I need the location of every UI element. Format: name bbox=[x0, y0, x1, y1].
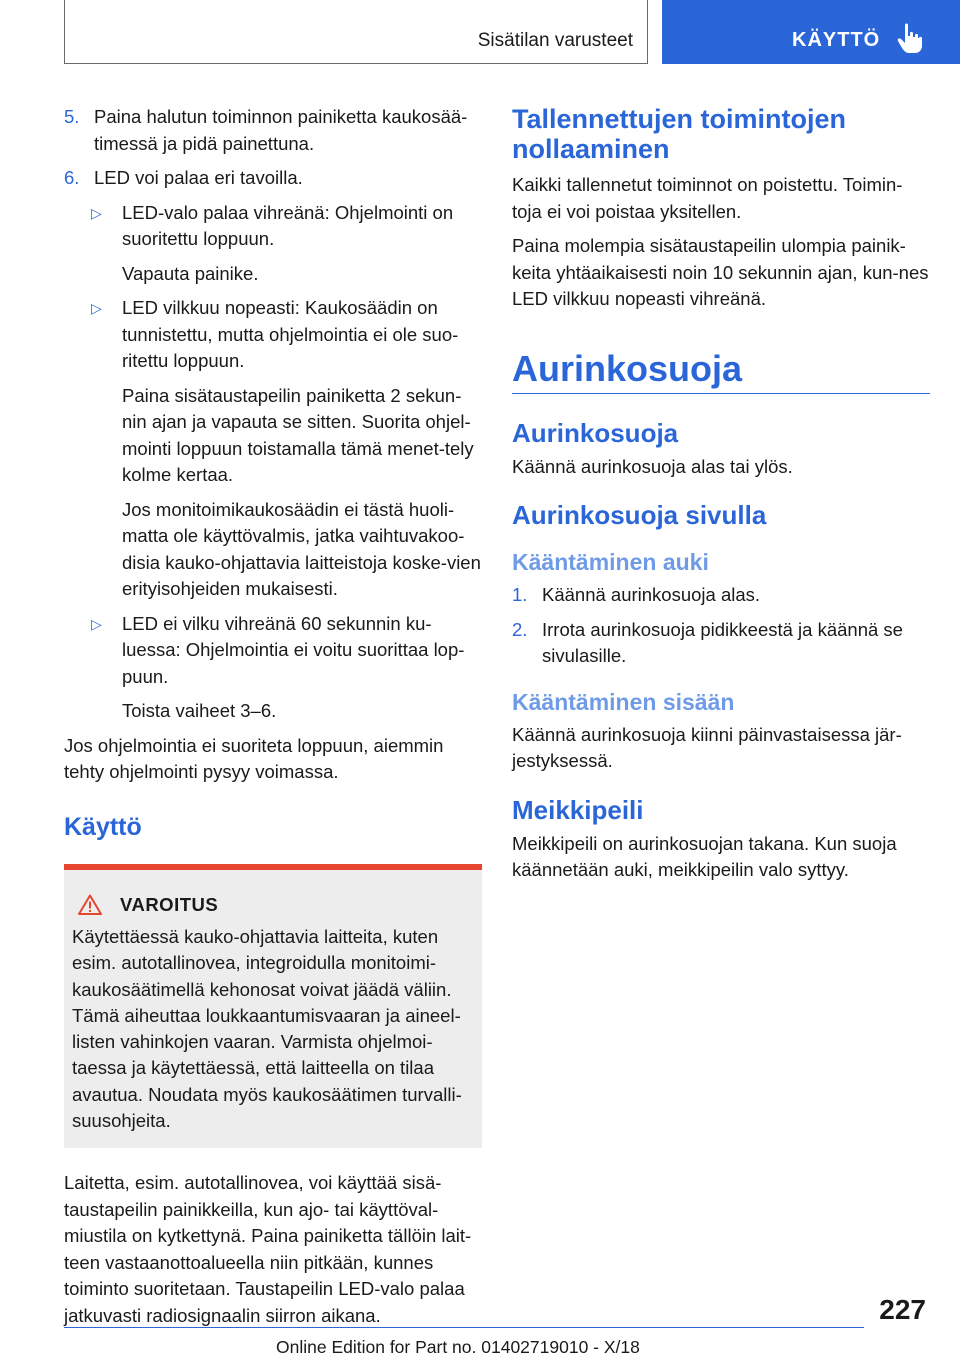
step-number: 2. bbox=[512, 618, 528, 640]
step-text: Käännä aurinkosuoja alas. bbox=[542, 584, 761, 605]
bullet-subparagraph: Jos monitoimikaukosäädin ei tästä huoli-matta ole käyttövalmis, jatka vaihtuvakoo-disia kauko-ohjattavia laitteistoja koske-vien erityisohjeiden mukaisesti. bbox=[122, 498, 481, 599]
step-number: 5. bbox=[64, 106, 80, 127]
right-column bbox=[512, 104, 930, 892]
bullet-subparagraph: Paina sisätaustapeilin painiketta 2 sekun-nin ajan ja vapauta se sitten. Suorita ohjel-mointi loppuun toistamalla tämä menet-tely kolme kertaa. bbox=[122, 384, 474, 485]
paragraph: Käännä aurinkosuoja alas tai ylös. bbox=[512, 455, 793, 477]
footer-edition: Online Edition for Part no. 01402719010 - X/18 bbox=[276, 1337, 640, 1357]
paragraph: Jos ohjelmointia ei suoriteta loppuun, aiemmin tehty ohjelmointi pysyy voimassa. bbox=[64, 734, 444, 782]
hand-pointer-icon bbox=[896, 22, 924, 54]
bullet-item-led-no-blink bbox=[64, 611, 482, 691]
step-text: LED voi palaa eri tavoilla. bbox=[94, 167, 303, 188]
bullet-text: LED-valo palaa vihreänä: Ohjelmointi on suoritettu loppuun. bbox=[122, 201, 454, 249]
paragraph: Paina molempia sisätaustapeilin ulompia painik-keita yhtäaikaisesti noin 10 sekunnin ajan, kun-nes LED vilkkuu nopeasti vihreänä. bbox=[512, 235, 929, 309]
footer-divider bbox=[64, 1327, 864, 1328]
triangle-bullet-icon: ▷ bbox=[91, 615, 102, 632]
heading-reset-functions: Tallennettujen toimintojen nollaaminen bbox=[512, 104, 846, 164]
header-chapter-tab bbox=[662, 0, 960, 64]
list-item-step-5 bbox=[64, 104, 482, 157]
paragraph: Meikkipeili on aurinkosuojan takana. Kun suoja käännetään auki, meikkipeilin valo syttyy. bbox=[512, 832, 897, 880]
list-item-step-1 bbox=[512, 582, 930, 609]
triangle-bullet-icon: ▷ bbox=[91, 204, 102, 221]
heading-aurinkosuoja: Aurinkosuoja bbox=[512, 417, 679, 448]
step-number: 6. bbox=[64, 167, 80, 188]
page-number: 227 bbox=[879, 1294, 926, 1325]
left-column bbox=[64, 104, 482, 1337]
header-section-title: Sisätilan varusteet bbox=[477, 30, 633, 51]
paragraph: Kaikki tallennetut toiminnot on poistettu. Toimin-toja ei voi poistaa yksitellen. bbox=[512, 174, 903, 222]
step-text: Irrota aurinkosuoja pidikkeestä ja käännä se sivulasille. bbox=[542, 618, 903, 666]
list-item-step-2 bbox=[512, 617, 930, 670]
bullet-item-led-green bbox=[64, 200, 482, 253]
triangle-bullet-icon: ▷ bbox=[91, 300, 102, 316]
list-item-step-6 bbox=[64, 165, 482, 192]
heading-kaantaminen-sisaan: Kääntäminen sisään bbox=[512, 688, 735, 715]
warning-text: Käytettäessä kauko-ohjattavia laitteita, kuten esim. autotallinovea, integroidulla monitoimi-kaukosäätimellä kehonosat voivat jäädä väliin. Tämä aiheuttaa loukkaantumisvaaran ja aineel-listen vahinkojen vaaran. Varmista ohjelmoi-taessa ja käytettäessä, että laitteella on tilaa avautua. Noudata myös kaukosäätimen turvalli-suusohjeita. bbox=[72, 926, 462, 1132]
heading-kaantaminen-auki: Kääntäminen auki bbox=[512, 549, 709, 575]
heading-aurinkosuoja-sivulla: Aurinkosuoja sivulla bbox=[512, 500, 767, 530]
header-chapter-title: KÄYTTÖ bbox=[792, 29, 881, 51]
heading-meikkipeili: Meikkipeili bbox=[512, 794, 644, 825]
heading-kaytto: Käyttö bbox=[64, 812, 142, 841]
bullet-item-led-blinks bbox=[64, 295, 482, 375]
warning-triangle-icon bbox=[78, 894, 102, 915]
bullet-subparagraph: Vapauta painike. bbox=[122, 262, 259, 284]
bullet-text: LED ei vilku vihreänä 60 sekunnin ku-luessa: Ohjelmointia ei voitu suorittaa lop-puun. bbox=[122, 612, 465, 687]
step-text: Paina halutun toiminnon painiketta kaukosää-timessä ja pidä painettuna. bbox=[94, 106, 468, 154]
warning-title: VAROITUS bbox=[120, 893, 219, 915]
step-number: 1. bbox=[512, 584, 528, 605]
chapter-title-aurinkosuoja: Aurinkosuoja bbox=[512, 347, 930, 394]
bullet-text: LED vilkkuu nopeasti: Kaukosäädin on tunnistettu, mutta ohjelmointia ei ole suo-ritettu loppuun. bbox=[122, 297, 459, 371]
paragraph: Laitetta, esim. autotallinovea, voi käyttää sisä-taustapeilin painikkeilla, kun ajo- tai käyttöval-miustila on kytkettynä. Paina painiketta tällöin lait-teen vastaanottoalueella niin pitkään, kunnes toiminto suoritetaan. Taustapeilin LED-valo palaa jatkuvasti radiosignaalin siirron aikana. bbox=[64, 1172, 472, 1326]
paragraph: Käännä aurinkosuoja kiinni päinvastaisessa jär-jestyksessä. bbox=[512, 723, 902, 771]
header-section-tab bbox=[64, 0, 648, 64]
bullet-subparagraph: Toista vaiheet 3–6. bbox=[122, 700, 277, 721]
warning-box bbox=[64, 864, 482, 1149]
